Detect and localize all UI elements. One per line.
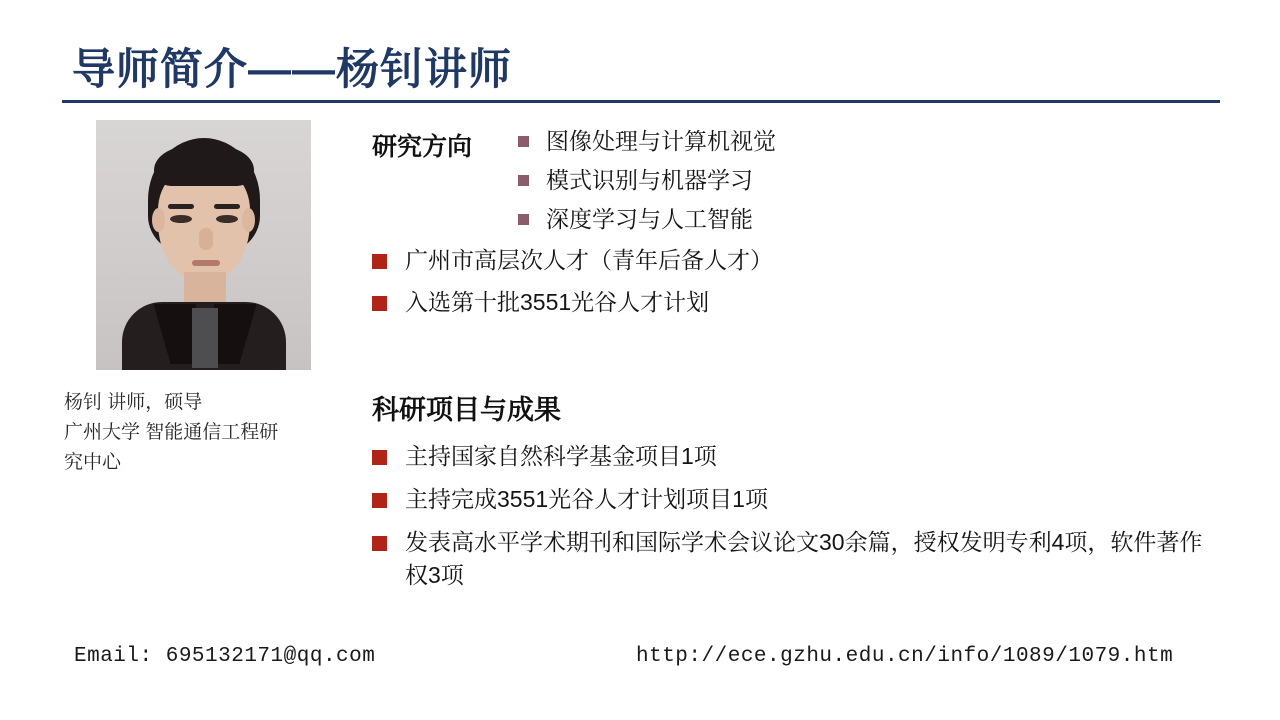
list-item [518, 126, 1158, 157]
list-item [372, 483, 1212, 516]
list-item [518, 165, 1158, 196]
bullet-square-icon [372, 536, 387, 551]
list-item [518, 204, 1158, 235]
portrait-fringe [154, 146, 254, 186]
portrait-image [96, 120, 311, 370]
footer-url[interactable]: http://ece.gzhu.edu.cn/info/1089/1079.htm [636, 645, 1174, 668]
portrait-eye-left [170, 215, 192, 223]
photo-caption [64, 388, 354, 478]
portrait-mouth [192, 260, 220, 266]
photo-caption-line-2: 广州大学 智能通信工程研 [64, 422, 279, 443]
photo-caption-line-3: 究中心 [64, 452, 122, 473]
list-item [372, 440, 1212, 473]
project-item-label: 主持国家自然科学基金项目1项 [405, 443, 717, 469]
bullet-square-icon [518, 136, 529, 147]
research-list [518, 126, 1158, 243]
research-item-label: 图像处理与计算机视觉 [546, 128, 776, 154]
project-item-label: 发表高水平学术期刊和国际学术会议论文30余篇，授权发明专利4项，软件著作权3项 [405, 529, 1203, 588]
research-heading: 研究方向 [372, 133, 473, 161]
portrait-nose [199, 228, 213, 250]
footer-email: Email: 695132171@qq.com [74, 645, 376, 668]
portrait-eye-right [216, 215, 238, 223]
portrait-ear-right [242, 208, 255, 232]
portrait-photo [96, 120, 311, 370]
bullet-square-icon [372, 493, 387, 508]
list-item [372, 286, 1192, 319]
honors-list [372, 244, 1192, 328]
bullet-square-icon [518, 214, 529, 225]
bullet-square-icon [518, 175, 529, 186]
portrait-brow-right [214, 204, 240, 209]
portrait-ear-left [152, 208, 165, 232]
bullet-square-icon [372, 296, 387, 311]
research-item-label: 深度学习与人工智能 [546, 206, 753, 232]
projects-heading: 科研项目与成果 [372, 395, 561, 425]
portrait-brow-left [168, 204, 194, 209]
research-item-label: 模式识别与机器学习 [546, 167, 753, 193]
title-divider [62, 100, 1220, 103]
honor-item-label: 广州市高层次人才（青年后备人才） [405, 247, 773, 273]
list-item [372, 526, 1212, 592]
bullet-square-icon [372, 254, 387, 269]
honor-item-label: 入选第十批3551光谷人才计划 [405, 289, 710, 315]
photo-caption-line-1: 杨钊 讲师，硕导 [64, 392, 203, 413]
bullet-square-icon [372, 450, 387, 465]
portrait-shirt [192, 308, 218, 368]
list-item [372, 244, 1192, 277]
projects-list [372, 440, 1212, 602]
page-title: 导师简介——杨钊讲师 [72, 46, 512, 94]
project-item-label: 主持完成3551光谷人才计划项目1项 [405, 486, 768, 512]
